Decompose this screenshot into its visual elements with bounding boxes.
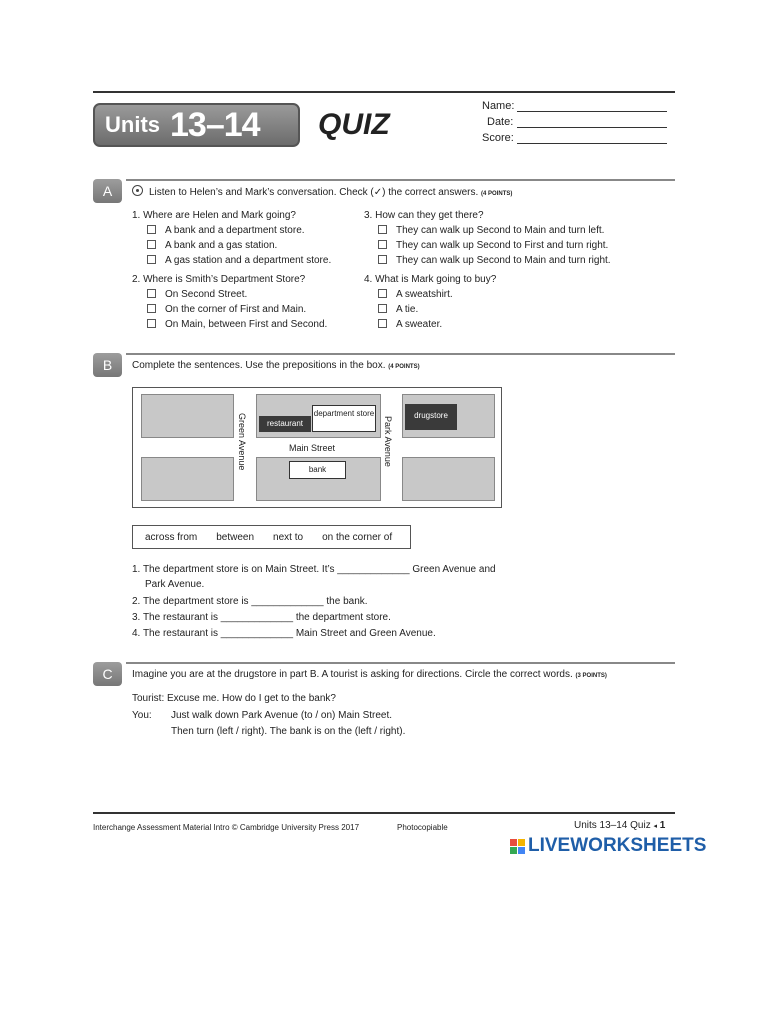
- logo-mark-icon: [510, 839, 525, 854]
- option-2c[interactable]: On Main, between First and Second.: [147, 319, 327, 330]
- sentence-1-cont: Park Avenue.: [145, 579, 205, 590]
- date-field[interactable]: [463, 116, 673, 132]
- score-label: Score:: [482, 132, 514, 144]
- quiz-title: QUIZ: [318, 108, 390, 141]
- checkbox[interactable]: [147, 225, 156, 234]
- word-across-from: across from: [145, 531, 198, 543]
- copyright: Interchange Assessment Material Intro © Cambridge University Press 2017: [93, 823, 360, 832]
- question-2: 2. Where is Smith’s Department Store?: [132, 274, 306, 285]
- footer-rule: [93, 812, 675, 814]
- page-number: 1: [659, 820, 666, 831]
- page-footer: Units 13–14 Quiz ◂ 1: [574, 820, 666, 831]
- restaurant-label: restaurant: [259, 416, 311, 432]
- name-field[interactable]: [463, 100, 673, 116]
- you-line-2[interactable]: Then turn (left / right). The bank is on the (left / right).: [171, 726, 406, 737]
- preposition-box: [132, 525, 411, 549]
- section-a-points: (4 POINTS): [481, 191, 513, 197]
- option-4a[interactable]: A sweatshirt.: [378, 289, 453, 300]
- checkbox[interactable]: [378, 255, 387, 264]
- section-a-badge: A: [93, 179, 122, 203]
- you-label: You:: [132, 710, 152, 721]
- sentence-4[interactable]: 4. The restaurant is _____________ Main Street and Green Avenue.: [132, 628, 436, 639]
- section-b-instruction: Complete the sentences. Use the prepositions in the box. (4 POINTS): [132, 360, 420, 371]
- checkbox[interactable]: [378, 304, 387, 313]
- section-a-instruction: Listen to Helen’s and Mark’s conversation. Check (✓) the correct answers. (4 POINTS): [132, 185, 512, 198]
- map-block: [141, 394, 234, 438]
- you-line-1[interactable]: Just walk down Park Avenue (to / on) Main Street.: [171, 710, 393, 721]
- option-3a[interactable]: They can walk up Second to Main and turn left.: [378, 225, 604, 236]
- tourist-line: Tourist: Excuse me. How do I get to the bank?: [132, 693, 336, 704]
- checkbox[interactable]: [378, 225, 387, 234]
- sentence-3[interactable]: 3. The restaurant is _____________ the department store.: [132, 612, 391, 623]
- question-1: 1. Where are Helen and Mark going?: [132, 210, 296, 221]
- street-map: [132, 387, 502, 508]
- score-field[interactable]: [463, 132, 673, 148]
- option-4c[interactable]: A sweater.: [378, 319, 442, 330]
- option-2a[interactable]: On Second Street.: [147, 289, 247, 300]
- option-1b[interactable]: A bank and a gas station.: [147, 240, 277, 251]
- drugstore-label: drugstore: [405, 404, 457, 430]
- question-4: 4. What is Mark going to buy?: [364, 274, 497, 285]
- liveworksheets-logo: [510, 835, 706, 857]
- park-avenue-label: Park Avenue: [383, 416, 393, 467]
- section-c-instruction: Imagine you are at the drugstore in part B. A tourist is asking for directions. Circle the correct words. (3 POINTS): [132, 669, 607, 680]
- checkbox[interactable]: [147, 319, 156, 328]
- checkbox[interactable]: [378, 289, 387, 298]
- checkbox[interactable]: [147, 304, 156, 313]
- sentence-2[interactable]: 2. The department store is _____________ the bank.: [132, 596, 368, 607]
- photocopiable: Photocopiable: [397, 823, 448, 832]
- checkbox[interactable]: [378, 319, 387, 328]
- question-3: 3. How can they get there?: [364, 210, 484, 221]
- green-avenue-label: Green Avenue: [237, 413, 247, 471]
- word-between: between: [216, 531, 255, 543]
- section-b-rule: [126, 353, 675, 355]
- option-2b[interactable]: On the corner of First and Main.: [147, 304, 306, 315]
- section-a-rule: [126, 179, 675, 181]
- sentence-1[interactable]: 1. The department store is on Main Street. It’s _____________ Green Avenue and: [132, 564, 496, 575]
- map-block: [141, 457, 234, 501]
- score-line[interactable]: [517, 143, 667, 144]
- name-label: Name:: [482, 100, 515, 112]
- map-block: [402, 457, 495, 501]
- option-1c[interactable]: A gas station and a department store.: [147, 255, 331, 266]
- checkbox[interactable]: [147, 255, 156, 264]
- units-badge: [93, 103, 300, 147]
- date-label: Date:: [487, 116, 514, 128]
- main-street-label: Main Street: [289, 443, 336, 453]
- top-rule: [93, 91, 675, 93]
- option-1a[interactable]: A bank and a department store.: [147, 225, 305, 236]
- units-number: 13–14: [170, 105, 260, 144]
- section-c-points: (3 POINTS): [575, 673, 607, 679]
- section-b-points: (4 POINTS): [388, 364, 420, 370]
- name-line[interactable]: [517, 111, 667, 112]
- checkbox[interactable]: [147, 240, 156, 249]
- section-b-badge: B: [93, 353, 122, 377]
- option-3c[interactable]: They can walk up Second to Main and turn right.: [378, 255, 611, 266]
- option-4b[interactable]: A tie.: [378, 304, 418, 315]
- section-c-rule: [126, 662, 675, 664]
- units-label: Units: [105, 112, 160, 137]
- checkbox[interactable]: [147, 289, 156, 298]
- department-store-label: department store: [312, 405, 376, 432]
- section-c-badge: C: [93, 662, 122, 686]
- checkbox[interactable]: [378, 240, 387, 249]
- date-line[interactable]: [517, 127, 667, 128]
- bank-label: bank: [289, 461, 346, 479]
- audio-cd-icon: [132, 185, 143, 196]
- logo-text: LIVEWORKSHEETS: [528, 835, 707, 856]
- word-next-to: next to: [273, 531, 304, 543]
- option-3b[interactable]: They can walk up Second to First and turn right.: [378, 240, 608, 251]
- word-on-the-corner-of: on the corner of: [322, 531, 393, 543]
